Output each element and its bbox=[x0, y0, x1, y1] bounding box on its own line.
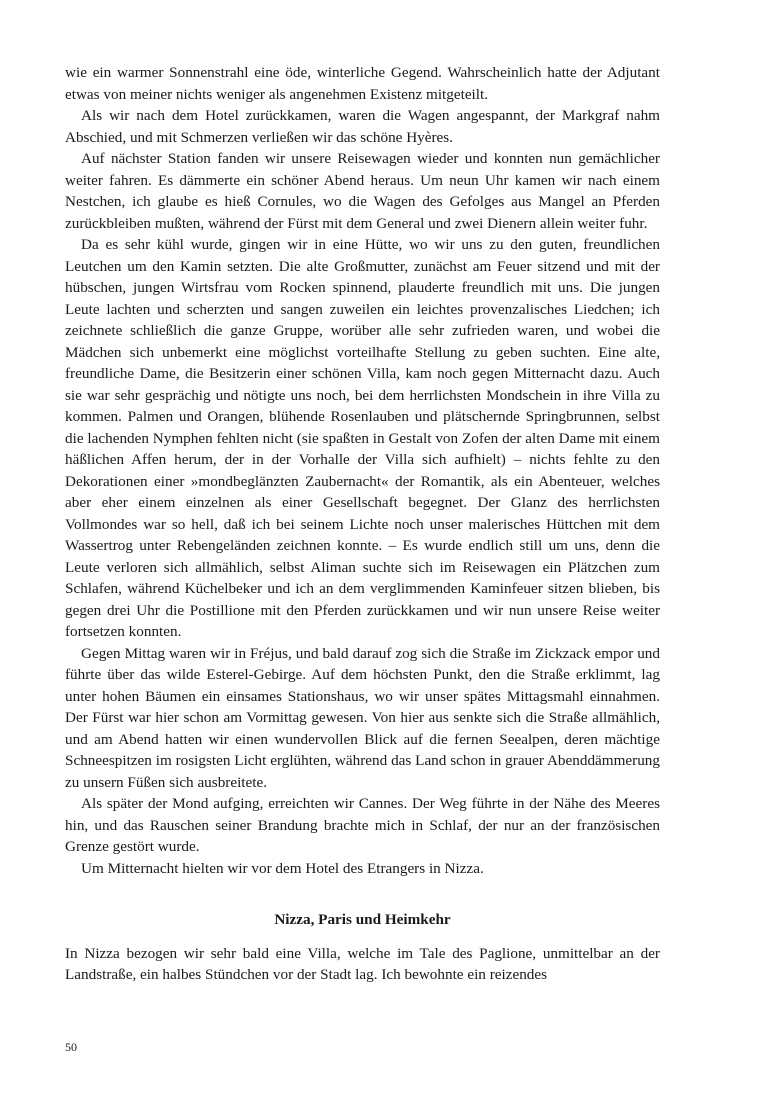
paragraph-4: Da es sehr kühl wurde, gingen wir in eine Hütte, wo wir uns zu den guten, freundlichen Leutchen um den Kamin setzten. Die alte Großmutter, zunächst am Feuer sitzend und mit der hübschen, jungen Wirtsfrau vom Rocken spinnend, plauderte freundlich mit uns. Die jungen Leute lachten und scherzten und sangen zuweilen ein leichtes provenzalisches Liedchen; ich zeichnete schließlich die ganze Gruppe, worüber alle sehr zufrieden waren, und wobei die Mädchen sich unbemerkt eine möglichst vorteilhafte Stellung zu geben suchten. Eine alte, freundliche Dame, die Besitzerin einer schönen Villa, kam noch gegen Mitternacht dazu. Auch sie war sehr gesprächig und nötigte uns noch, bei dem herrlichsten Mondschein in ihre Villa zu kommen. Palmen und Orangen, blühende Rosenlauben und plätschernde Springbrunnen, selbst die lachenden Nymphen fehlten nicht (sie spaßten in Gestalt von Zofen der alten Dame mit einem häßlichen Affen herum, der in der Vorhalle der Villa sich aufhielt) – nichts fehlte zu den Dekorationen einer »mondbeglänzten Zaubernacht« der Romantik, als ein Abenteuer, welches aber eher einem einzelnen als einer Gesellschaft begegnet. Der Glanz des herrlichsten Vollmondes war so hell, daß ich bei seinem Lichte noch unser malerisches Hüttchen mit dem Wassertrog unter Rebengeländen zeichnen konnte. – Es wurde endlich still um uns, denn die Leute verloren sich allmählich, selbst Aliman suchte sich im Reisewagen ein Plätzchen zum Schlafen, während Küchelbeker und ich an dem verglimmenden Kaminfeuer sitzen blieben, bis gegen drei Uhr die Postillione mit den Pferden zurückkamen und wir nun unsere Reise weiter fortsetzen konnten. bbox=[65, 236, 660, 640]
paragraph-7: Um Mitternacht hielten wir vor dem Hotel des Etrangers in Nizza. bbox=[81, 859, 484, 877]
paragraph-3: Auf nächster Station fanden wir unsere Reisewagen wieder und konnten nun gemächlicher weiter fahren. Es dämmerte ein schöner Abend heraus. Um neun Uhr kamen wir nach einem Nestchen, ich glaube es hieß Cornules, wo die Wagen des Gefolges aus Mangel an Pferden zurückbleiben mußten, während der Fürst mit dem General und zwei Dienern allein weiter fuhr. bbox=[65, 150, 660, 232]
page-number: 50 bbox=[65, 1040, 77, 1054]
paragraph-8: In Nizza bezogen wir sehr bald eine Villa, welche im Tale des Paglione, unmittelbar an der Landstraße, ein halbes Stündchen vor der Stadt lag. Ich bewohnte ein reizendes bbox=[65, 944, 660, 983]
section-heading: Nizza, Paris und Heimkehr bbox=[274, 911, 451, 928]
paragraph-6: Als später der Mond aufging, erreichten wir Cannes. Der Weg führte in der Nähe des Meeres hin, und das Rauschen seiner Brandung brachte mich in Schlaf, der nur an der französischen Grenze gestört wurde. bbox=[65, 795, 660, 855]
paragraph-5: Gegen Mittag waren wir in Fréjus, und bald darauf zog sich die Straße im Zickzack empor und führte über das wilde Esterel-Gebirge. Auf dem höchsten Punkt, den die Straße erklimmt, lag unter hohen Bäumen ein einsames Stationshaus, wo wir unser spätes Mittagsmahl einnahmen. Der Fürst war hier schon am Vormittag gewesen. Von hier aus senkte sich die Straße allmählich, und am Abend hatten wir einen wundervollen Blick auf die fernen Seealpen, deren mächtige Schneespitzen im rosigsten Licht erglühten, während das Land schon in grauer Abenddämmerung zu unsern Füßen sich ausbreitete. bbox=[65, 644, 660, 791]
paragraph-1: wie ein warmer Sonnenstrahl eine öde, winterliche Gegend. Wahrscheinlich hatte der Adjutant etwas von meiner nichts weniger als angenehmen Existenz mitgeteilt. bbox=[65, 64, 660, 103]
paragraph-2: Als wir nach dem Hotel zurückkamen, waren die Wagen angespannt, der Markgraf nahm Abschied, und mit Schmerzen verließen wir das schöne Hyères. bbox=[65, 107, 660, 146]
page-body bbox=[65, 62, 660, 986]
